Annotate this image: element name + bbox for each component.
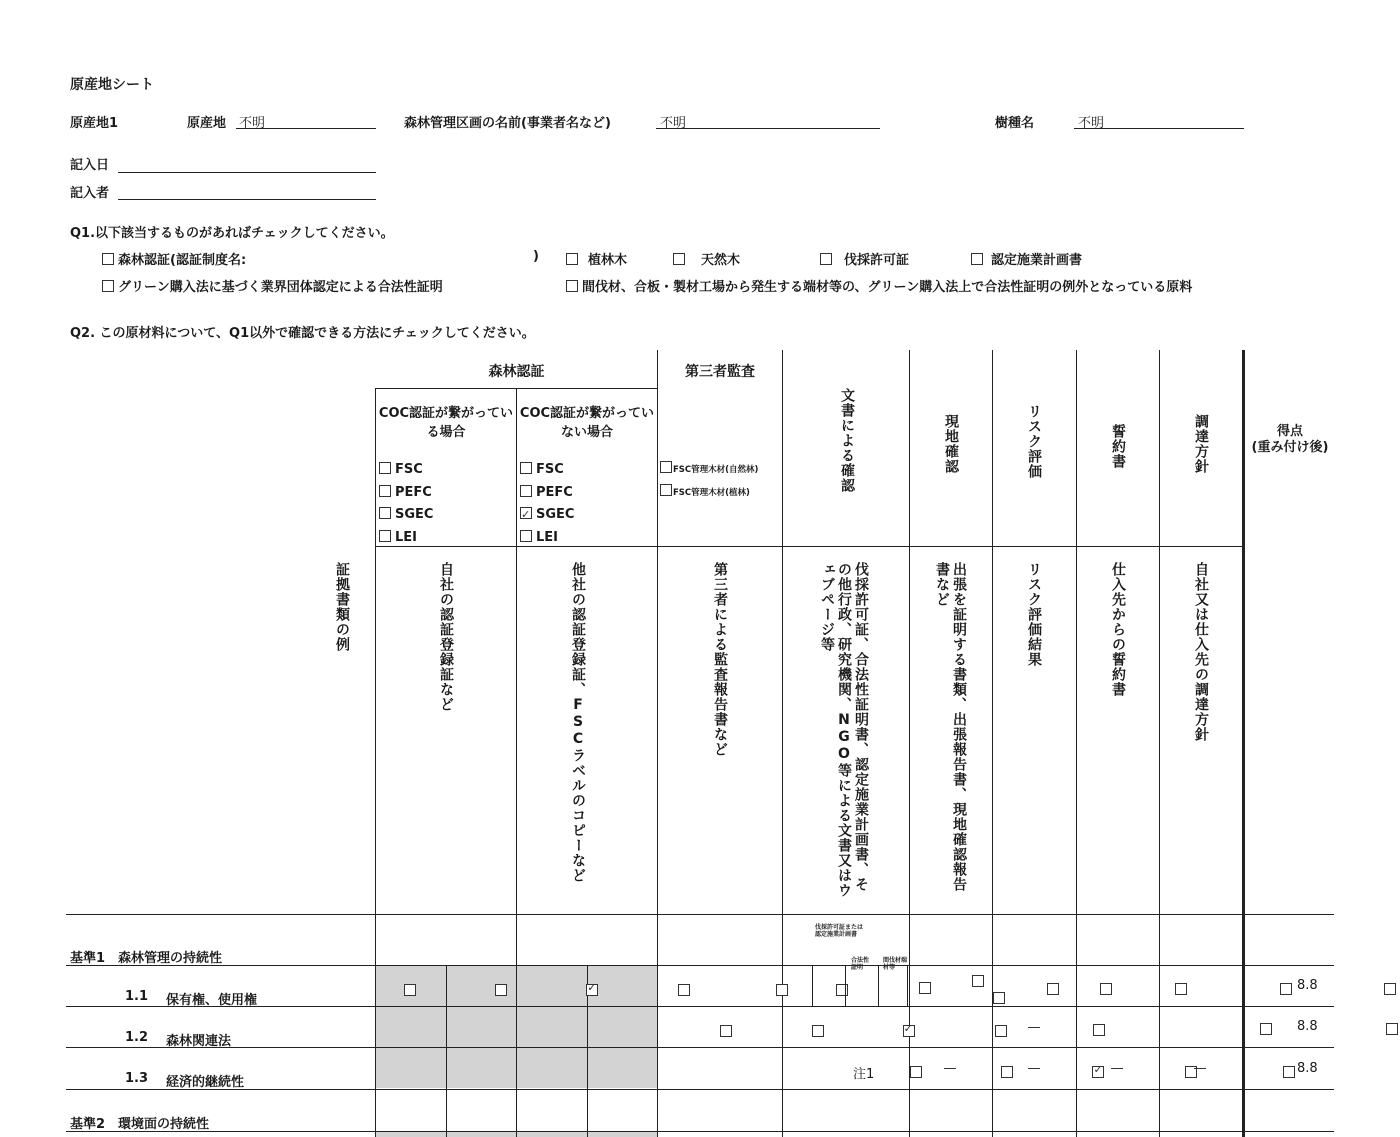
evidence-pledge: 仕入先からの誓約書 (1110, 562, 1126, 697)
forest-value[interactable]: 不明 (660, 116, 687, 131)
score-1-1: 8.8 (1297, 978, 1318, 993)
checkbox[interactable] (903, 1025, 915, 1037)
dash (944, 1068, 956, 1069)
q1-exception[interactable] (566, 276, 1192, 295)
species-label: 樹種名 (995, 116, 1035, 131)
q1-forest-cert[interactable] (102, 249, 246, 268)
q1-paren-close: ) (533, 249, 539, 264)
grid-line-thick (1242, 350, 1245, 1137)
checkbox[interactable] (995, 1025, 1007, 1037)
group-forest-cert: 森林認証 (488, 364, 545, 380)
q1-logging-permit-label: 伐採許可証 (844, 253, 910, 268)
checkbox[interactable] (1047, 983, 1059, 995)
checkbox[interactable] (586, 984, 598, 996)
row-1-1-no: 1.1 (125, 989, 149, 1004)
grid-line (516, 388, 517, 1137)
grid-line (66, 965, 1334, 966)
q1-natural-label: 天然木 (701, 253, 741, 268)
q1-plantation-label: 植林木 (588, 253, 628, 268)
scheme-pefc[interactable]: PEFC (520, 482, 574, 505)
col-score: 得点 (重み付け後) (1251, 424, 1329, 455)
checkbox[interactable] (971, 253, 983, 265)
checkbox[interactable] (1001, 1066, 1013, 1078)
species-value[interactable]: 不明 (1078, 116, 1105, 131)
grid-line (782, 350, 783, 1137)
doc-sub-legality: 合法性証明 (851, 957, 870, 971)
origin-value[interactable]: 不明 (239, 116, 266, 131)
q2-question: Q2. この原材料について、Q1以外で確認できる方法にチェックしてください。 (70, 326, 535, 341)
origin-field-label: 原産地 (187, 116, 227, 131)
checkbox[interactable] (1093, 1024, 1105, 1036)
origin-underline (236, 128, 376, 129)
col-pledge: 誓約書 (1110, 424, 1126, 469)
doc-sub-thinning: 間伐材端材等 (883, 957, 908, 971)
checkbox[interactable] (678, 984, 690, 996)
scheme-pefc[interactable]: PEFC (379, 482, 433, 505)
dash (1111, 1068, 1123, 1069)
checkbox[interactable] (910, 1066, 922, 1078)
dash (1028, 1068, 1040, 1069)
q1-approved-plan[interactable] (971, 249, 1082, 268)
row-1-3-label: 経済的継続性 (166, 1075, 245, 1090)
evidence-policy: 自社又は仕入先の調達方針 (1193, 562, 1209, 742)
checkbox[interactable] (812, 1025, 824, 1037)
grid-line (909, 350, 910, 1137)
grid-line (375, 388, 657, 389)
checkbox[interactable] (1092, 1066, 1104, 1078)
row-1-2-label: 森林関連法 (166, 1034, 232, 1049)
grid-line (1076, 350, 1077, 1137)
date-label: 記入日 (70, 158, 110, 173)
checkbox[interactable] (919, 982, 931, 994)
species-underline (1074, 128, 1244, 129)
q1-forest-cert-label: 森林認証(認証制度名: (118, 253, 247, 268)
forest-label: 森林管理区画の名前(事業者名など) (404, 116, 611, 131)
grid-line (66, 1047, 1334, 1048)
grid-line (992, 350, 993, 1137)
grid-line (657, 350, 658, 1137)
grid-line (1159, 350, 1160, 1137)
col-risk: リスク評価 (1026, 404, 1042, 479)
grid-line (375, 388, 376, 1137)
std1-label: 基準1 森林管理の持続性 (70, 951, 223, 966)
checkbox[interactable] (1384, 983, 1396, 995)
q1-green-purchase-label: グリーン購入法に基づく業界団体認定による合法性証明 (118, 280, 443, 295)
page-title: 原産地シート (70, 77, 154, 93)
grid-line (446, 966, 447, 1137)
scheme-lei[interactable]: LEI (520, 527, 574, 550)
checkbox[interactable] (566, 280, 578, 292)
forest-underline (656, 128, 880, 129)
scheme-fsc[interactable]: FSC (520, 459, 574, 482)
scheme-lei[interactable]: LEI (379, 527, 433, 550)
grid-line (375, 546, 1243, 547)
evidence-risk: リスク評価結果 (1026, 562, 1042, 667)
fsc-cw-list (660, 459, 758, 505)
q1-natural[interactable] (673, 249, 740, 268)
col-onsite: 現地確認 (943, 414, 959, 474)
checkbox[interactable] (776, 984, 788, 996)
col-policy: 調達方針 (1193, 414, 1209, 474)
score-1-2: 8.8 (1297, 1019, 1318, 1034)
col-coc-not-connected: COC認証が繋がっていない場合 (519, 406, 655, 440)
checkbox[interactable] (102, 280, 114, 292)
scheme-sgec[interactable]: ✓SGEC (520, 504, 574, 527)
q1-exception-label: 間伐材、合板・製材工場から発生する端材等の、グリーン購入法上で合法性証明の例外となっている原料 (582, 280, 1193, 295)
col-document: 文書による確認 (839, 388, 855, 493)
grid-line (66, 1131, 1334, 1132)
checkbox[interactable] (836, 984, 848, 996)
scheme-fsc[interactable]: FSC (379, 459, 433, 482)
fsc-cw-plantation[interactable]: FSC管理木材(植林) (660, 482, 758, 505)
checkbox[interactable] (820, 253, 832, 265)
checkbox[interactable] (495, 984, 507, 996)
note-1: 注1 (853, 1067, 875, 1082)
q1-approved-plan-label: 認定施業計画書 (991, 253, 1083, 268)
checkbox[interactable] (1283, 1066, 1295, 1078)
row-1-1-label: 保有権、使用権 (166, 993, 258, 1008)
date-field[interactable] (118, 172, 376, 173)
dash (1194, 1068, 1206, 1069)
q1-question: Q1.以下該当するものがあればチェックしてください。 (70, 226, 394, 241)
checkbox[interactable] (1280, 983, 1292, 995)
checkbox[interactable] (1386, 1023, 1398, 1035)
checkbox[interactable] (566, 253, 578, 265)
checkbox[interactable] (972, 975, 984, 987)
q1-plantation[interactable] (566, 249, 627, 268)
evidence-document: 伐採許可証、合法性証明書、認定施業計画書、その他行政、研究機関、NGO等による文書又はウェブページ等 (819, 562, 869, 898)
grid-line (66, 1089, 1334, 1090)
checkbox[interactable] (404, 984, 416, 996)
evidence-onsite: 出張を証明する書類、出張報告書、現地確認報告書など (934, 562, 967, 892)
checkbox[interactable] (993, 992, 1005, 1004)
dash (1028, 1027, 1040, 1028)
q1-logging-permit[interactable] (820, 249, 909, 268)
col-coc-connected: COC認証が繋がっている場合 (378, 406, 514, 440)
origin-label: 原産地1 (70, 116, 119, 131)
coc-connected-schemes (379, 459, 433, 549)
checkbox[interactable] (1175, 983, 1187, 995)
row-1-2-no: 1.2 (125, 1030, 149, 1045)
q1-green-purchase[interactable] (102, 276, 443, 295)
evidence-third-party: 第三者による監査報告書など (712, 562, 728, 757)
coc-not-connected-schemes (520, 459, 574, 549)
group-third-party: 第三者監査 (685, 364, 755, 380)
grid-line (66, 914, 1334, 915)
std2-label: 基準2 環境面の持続性 (70, 1117, 210, 1132)
evidence-coc-connected: 自社の認証登録証など (438, 562, 454, 712)
author-field[interactable] (118, 199, 376, 200)
checkbox[interactable] (673, 253, 685, 265)
scheme-sgec[interactable]: SGEC (379, 504, 433, 527)
evidence-coc-not-connected: 他社の認証登録証、FSCラベルのコピーなど (570, 562, 586, 883)
score-1-3: 8.8 (1297, 1061, 1318, 1076)
fsc-cw-natural[interactable]: FSC管理木材(自然林) (660, 459, 758, 482)
doc-sub-permit: 伐採許可証または認定施業計画書 (815, 924, 864, 938)
checkbox[interactable] (1100, 983, 1112, 995)
checkbox[interactable] (1260, 1023, 1272, 1035)
author-label: 記入者 (70, 186, 110, 201)
evidence-label: 証拠書類の例 (334, 562, 350, 652)
checkbox[interactable] (720, 1025, 732, 1037)
row-1-3-no: 1.3 (125, 1071, 149, 1086)
checkbox[interactable] (102, 253, 114, 265)
